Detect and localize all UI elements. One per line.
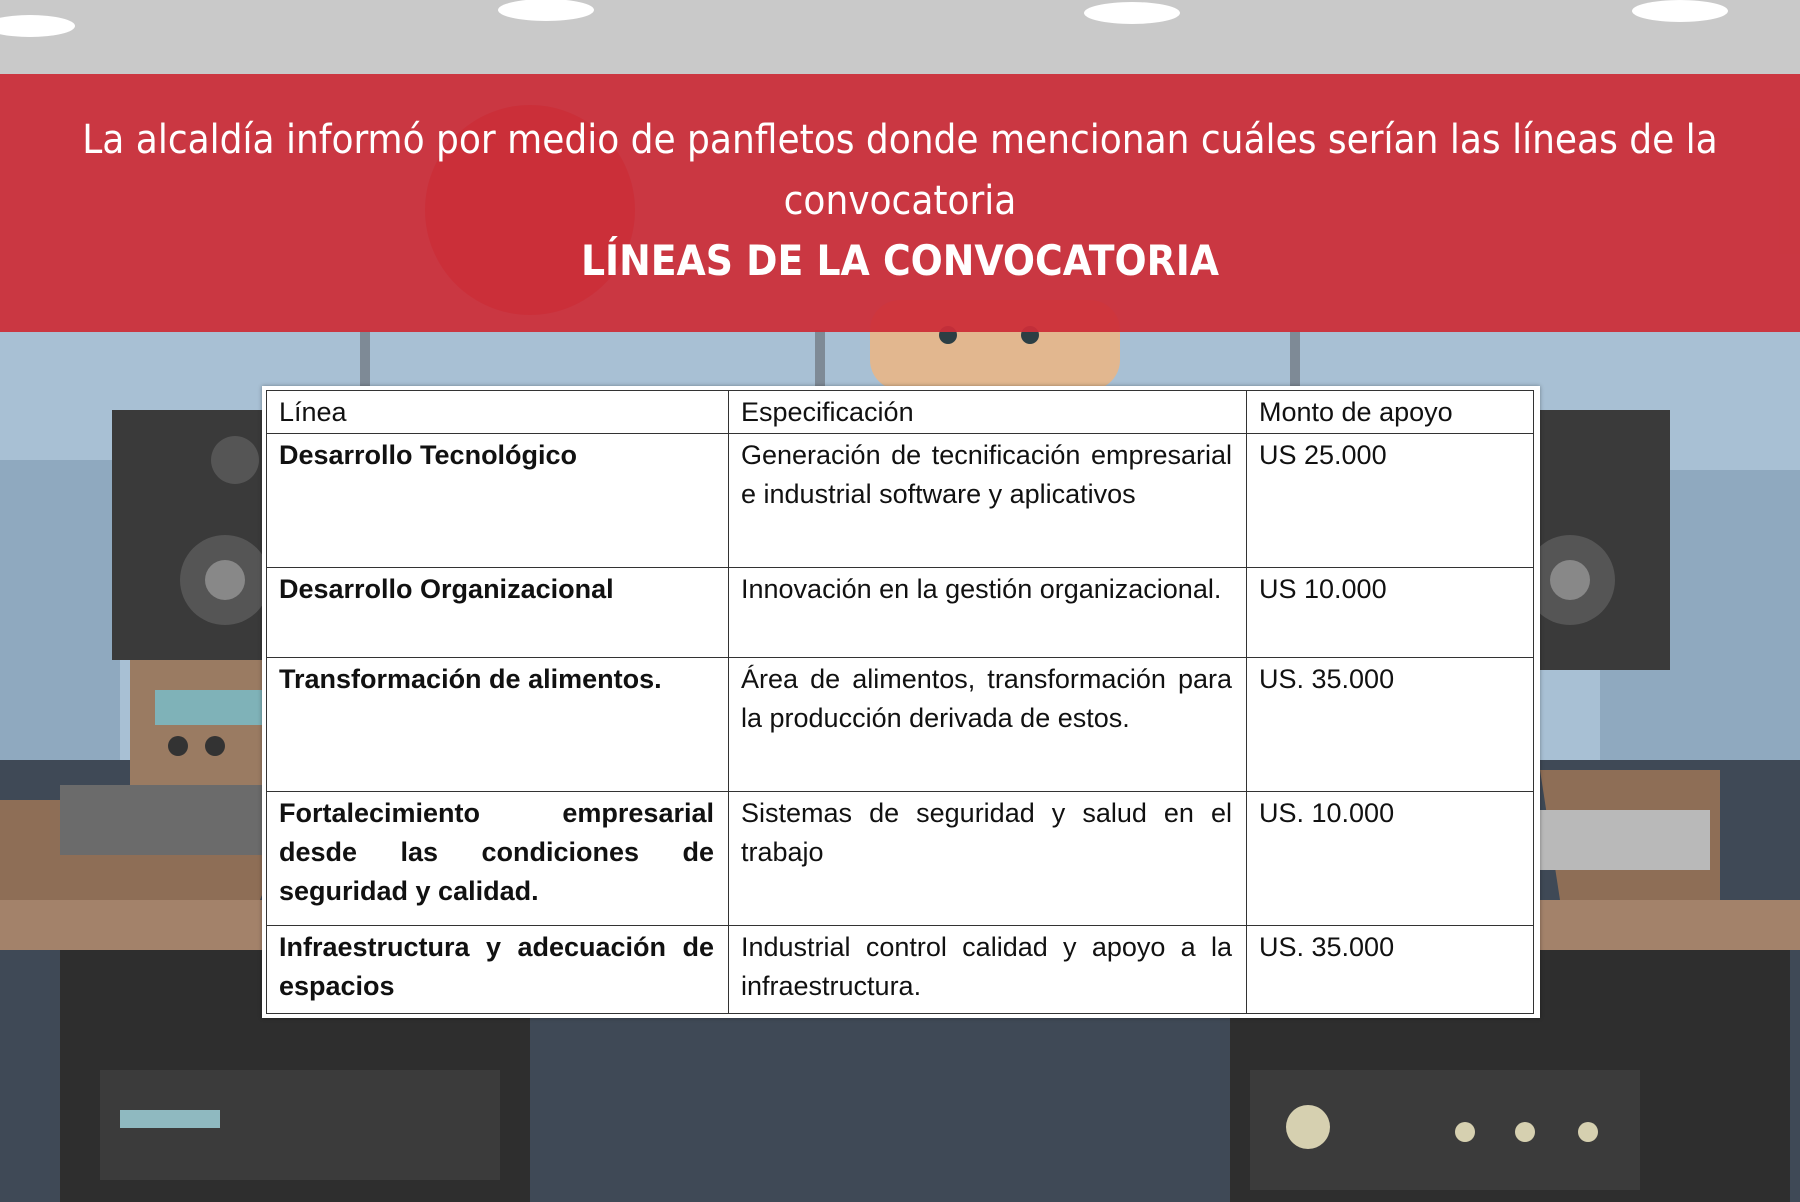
banner-subtitle: La alcaldía informó por medio de panfletos donde mencionan cuáles serían las líneas de la convocatoria <box>82 117 1718 224</box>
header-monto: Monto de apoyo <box>1247 391 1534 434</box>
cell-monto: US. 35.000 <box>1247 926 1534 1014</box>
cell-especificacion: Sistemas de seguridad y salud en el trabajo <box>729 792 1247 926</box>
cell-monto: US. 35.000 <box>1247 658 1534 792</box>
title-banner <box>0 74 1800 332</box>
cell-linea: Desarrollo Tecnológico <box>267 434 729 568</box>
cell-monto: US 10.000 <box>1247 568 1534 658</box>
banner-title: LÍNEAS DE LA CONVOCATORIA <box>580 236 1220 285</box>
convocatoria-table <box>266 390 1534 1014</box>
cell-linea: Infraestructura y adecuación de espacios <box>267 926 729 1014</box>
table-row <box>267 568 1534 658</box>
table-row <box>267 658 1534 792</box>
convocatoria-table-card <box>262 386 1540 1018</box>
table-row <box>267 434 1534 568</box>
table-header-row <box>267 391 1534 434</box>
table-row <box>267 792 1534 926</box>
cell-monto: US 25.000 <box>1247 434 1534 568</box>
cell-especificacion: Industrial control calidad y apoyo a la infraestructura. <box>729 926 1247 1014</box>
header-especificacion: Especificación <box>729 391 1247 434</box>
cell-especificacion: Generación de tecnificación empresarial e industrial software y aplicativos <box>729 434 1247 568</box>
header-linea: Línea <box>267 391 729 434</box>
cell-linea: Desarrollo Organizacional <box>267 568 729 658</box>
table-row <box>267 926 1534 1014</box>
cell-monto: US. 10.000 <box>1247 792 1534 926</box>
cell-especificacion: Innovación en la gestión organizacional. <box>729 568 1247 658</box>
cell-especificacion: Área de alimentos, transformación para la producción derivada de estos. <box>729 658 1247 792</box>
cell-linea: Transformación de alimentos. <box>267 658 729 792</box>
cell-linea: Fortalecimiento empresarial desde las condiciones de seguridad y calidad. <box>267 792 729 926</box>
